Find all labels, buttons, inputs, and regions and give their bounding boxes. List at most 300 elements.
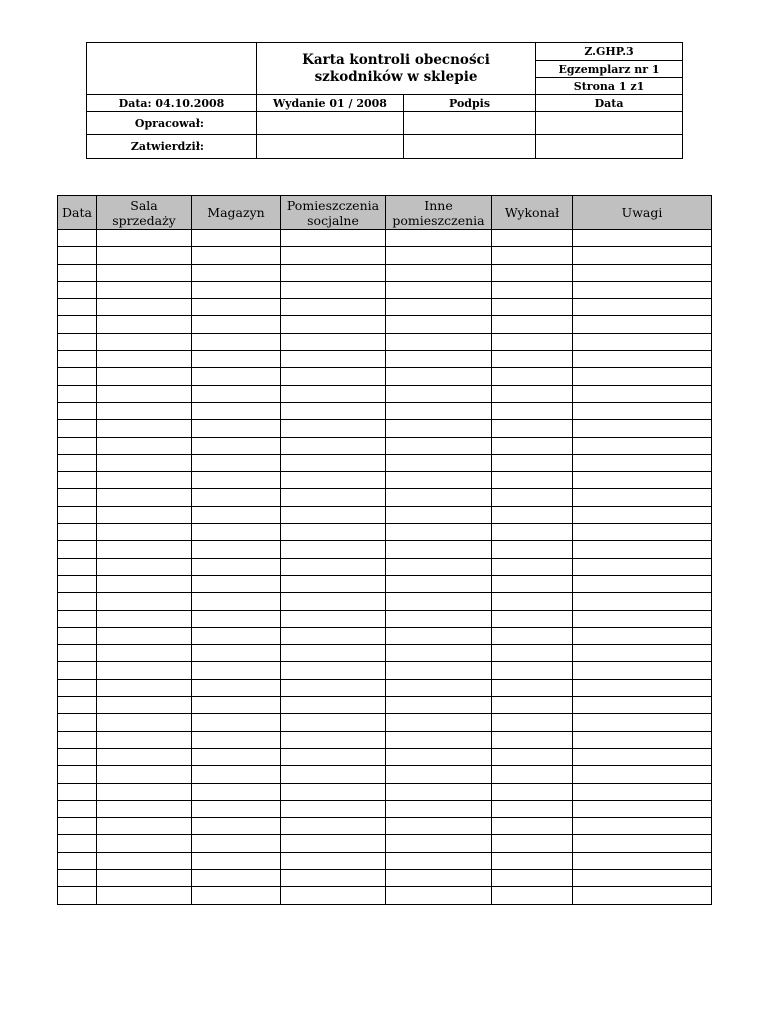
table-cell[interactable]: [573, 766, 712, 783]
table-cell[interactable]: [573, 852, 712, 869]
table-cell[interactable]: [281, 714, 386, 731]
table-cell[interactable]: [492, 575, 573, 592]
table-row: [58, 575, 712, 592]
table-cell[interactable]: [386, 852, 492, 869]
table-cell[interactable]: [58, 420, 97, 437]
table-cell[interactable]: [58, 524, 97, 541]
table-cell[interactable]: [386, 281, 492, 298]
table-cell[interactable]: [192, 402, 281, 419]
table-cell[interactable]: [281, 402, 386, 419]
table-cell[interactable]: [97, 264, 192, 281]
table-cell[interactable]: [281, 697, 386, 714]
table-cell[interactable]: [281, 593, 386, 610]
table-cell[interactable]: [58, 454, 97, 471]
table-cell[interactable]: [192, 472, 281, 489]
table-cell[interactable]: [492, 887, 573, 904]
table-cell[interactable]: [492, 264, 573, 281]
table-cell[interactable]: [192, 368, 281, 385]
table-cell[interactable]: [386, 887, 492, 904]
table-cell[interactable]: [192, 645, 281, 662]
table-cell[interactable]: [573, 662, 712, 679]
table-row: [58, 818, 712, 835]
table-cell[interactable]: [281, 887, 386, 904]
table-cell[interactable]: [281, 575, 386, 592]
table-cell[interactable]: [97, 351, 192, 368]
table-cell[interactable]: [192, 437, 281, 454]
table-row: [58, 800, 712, 817]
table-cell[interactable]: [97, 385, 192, 402]
table-cell[interactable]: [58, 264, 97, 281]
table-cell[interactable]: [492, 800, 573, 817]
table-cell[interactable]: [97, 524, 192, 541]
table-cell[interactable]: [573, 402, 712, 419]
table-cell[interactable]: [281, 524, 386, 541]
table-cell[interactable]: [58, 766, 97, 783]
table-cell[interactable]: [58, 697, 97, 714]
table-cell[interactable]: [492, 402, 573, 419]
table-cell[interactable]: [58, 869, 97, 886]
table-cell[interactable]: [97, 316, 192, 333]
table-cell[interactable]: [386, 575, 492, 592]
table-cell[interactable]: [573, 818, 712, 835]
table-cell[interactable]: [386, 818, 492, 835]
table-row: [58, 645, 712, 662]
date-header: Data: [536, 95, 683, 112]
table-cell[interactable]: [281, 818, 386, 835]
table-cell[interactable]: [492, 281, 573, 298]
table-cell[interactable]: [281, 333, 386, 350]
table-cell[interactable]: [492, 454, 573, 471]
table-cell[interactable]: [281, 420, 386, 437]
table-cell[interactable]: [492, 852, 573, 869]
table-row: [58, 524, 712, 541]
table-cell[interactable]: [281, 558, 386, 575]
table-cell[interactable]: [192, 506, 281, 523]
table-cell[interactable]: [192, 783, 281, 800]
prepared-date-cell[interactable]: [536, 112, 683, 135]
table-cell[interactable]: [58, 299, 97, 316]
table-cell[interactable]: [192, 558, 281, 575]
table-cell[interactable]: [97, 610, 192, 627]
table-cell[interactable]: [492, 679, 573, 696]
table-cell[interactable]: [573, 247, 712, 264]
table-cell[interactable]: [192, 714, 281, 731]
table-cell[interactable]: [281, 627, 386, 644]
table-cell[interactable]: [281, 264, 386, 281]
table-cell[interactable]: [281, 316, 386, 333]
table-cell[interactable]: [492, 489, 573, 506]
table-cell[interactable]: [281, 541, 386, 558]
table-cell[interactable]: [97, 368, 192, 385]
table-cell[interactable]: [97, 887, 192, 904]
table-cell[interactable]: [492, 714, 573, 731]
table-cell[interactable]: [58, 887, 97, 904]
table-cell[interactable]: [386, 489, 492, 506]
table-cell[interactable]: [492, 524, 573, 541]
table-cell[interactable]: [192, 869, 281, 886]
table-cell[interactable]: [192, 281, 281, 298]
table-cell[interactable]: [58, 230, 97, 247]
table-cell[interactable]: [492, 420, 573, 437]
table-cell[interactable]: [386, 385, 492, 402]
table-cell[interactable]: [573, 489, 712, 506]
table-cell[interactable]: [192, 800, 281, 817]
table-cell[interactable]: [192, 818, 281, 835]
table-cell[interactable]: [281, 731, 386, 748]
table-cell[interactable]: [192, 610, 281, 627]
table-cell[interactable]: [97, 541, 192, 558]
approved-date-cell[interactable]: [536, 135, 683, 159]
table-cell[interactable]: [573, 420, 712, 437]
table-cell[interactable]: [573, 575, 712, 592]
table-cell[interactable]: [573, 506, 712, 523]
table-cell[interactable]: [573, 541, 712, 558]
table-cell[interactable]: [58, 627, 97, 644]
table-cell[interactable]: [573, 437, 712, 454]
table-cell[interactable]: [386, 766, 492, 783]
table-cell[interactable]: [573, 869, 712, 886]
table-cell[interactable]: [58, 610, 97, 627]
table-cell[interactable]: [386, 697, 492, 714]
table-cell[interactable]: [386, 333, 492, 350]
table-cell[interactable]: [192, 697, 281, 714]
table-cell[interactable]: [386, 593, 492, 610]
table-row: [58, 454, 712, 471]
table-cell[interactable]: [281, 281, 386, 298]
table-cell[interactable]: [573, 299, 712, 316]
table-cell[interactable]: [492, 835, 573, 852]
table-cell[interactable]: [192, 852, 281, 869]
table-cell[interactable]: [573, 627, 712, 644]
table-cell[interactable]: [97, 714, 192, 731]
table-cell[interactable]: [97, 575, 192, 592]
table-cell[interactable]: [386, 731, 492, 748]
table-cell[interactable]: [281, 489, 386, 506]
table-row: [58, 489, 712, 506]
table-cell[interactable]: [281, 852, 386, 869]
table-cell[interactable]: [386, 869, 492, 886]
table-cell[interactable]: [97, 506, 192, 523]
table-cell[interactable]: [97, 437, 192, 454]
table-cell[interactable]: [492, 558, 573, 575]
table-cell[interactable]: [192, 420, 281, 437]
table-cell[interactable]: [386, 472, 492, 489]
table-cell[interactable]: [192, 887, 281, 904]
table-cell[interactable]: [281, 385, 386, 402]
table-cell[interactable]: [97, 558, 192, 575]
table-cell[interactable]: [97, 800, 192, 817]
table-cell[interactable]: [492, 385, 573, 402]
table-cell[interactable]: [492, 333, 573, 350]
table-cell[interactable]: [97, 420, 192, 437]
table-cell[interactable]: [58, 351, 97, 368]
table-cell[interactable]: [386, 714, 492, 731]
table-cell[interactable]: [97, 333, 192, 350]
table-cell[interactable]: [58, 247, 97, 264]
table-cell[interactable]: [386, 800, 492, 817]
table-cell[interactable]: [97, 783, 192, 800]
table-cell[interactable]: [192, 230, 281, 247]
table-cell[interactable]: [573, 783, 712, 800]
table-cell[interactable]: [97, 230, 192, 247]
table-cell[interactable]: [192, 351, 281, 368]
table-cell[interactable]: [97, 731, 192, 748]
table-cell[interactable]: [573, 333, 712, 350]
table-cell[interactable]: [573, 368, 712, 385]
table-row: [58, 887, 712, 904]
table-cell[interactable]: [386, 368, 492, 385]
table-cell[interactable]: [573, 385, 712, 402]
table-cell[interactable]: [386, 627, 492, 644]
table-cell[interactable]: [281, 610, 386, 627]
table-cell[interactable]: [573, 316, 712, 333]
table-cell[interactable]: [386, 506, 492, 523]
table-cell[interactable]: [97, 402, 192, 419]
table-cell[interactable]: [386, 351, 492, 368]
table-row: [58, 281, 712, 298]
table-cell[interactable]: [97, 472, 192, 489]
table-cell[interactable]: [97, 281, 192, 298]
table-cell[interactable]: [97, 852, 192, 869]
table-cell[interactable]: [492, 697, 573, 714]
table-cell[interactable]: [573, 714, 712, 731]
table-cell[interactable]: [97, 247, 192, 264]
table-cell[interactable]: [281, 835, 386, 852]
approved-name-cell[interactable]: [257, 135, 404, 159]
table-cell[interactable]: [97, 645, 192, 662]
table-cell[interactable]: [386, 558, 492, 575]
table-cell[interactable]: [386, 402, 492, 419]
table-cell[interactable]: [58, 645, 97, 662]
table-cell[interactable]: [573, 887, 712, 904]
table-row: [58, 247, 712, 264]
document-code: Z.GHP.3: [536, 43, 683, 61]
table-cell[interactable]: [58, 714, 97, 731]
table-cell[interactable]: [58, 558, 97, 575]
table-cell[interactable]: [492, 662, 573, 679]
table-cell[interactable]: [58, 472, 97, 489]
table-cell[interactable]: [58, 835, 97, 852]
table-cell[interactable]: [492, 316, 573, 333]
table-cell[interactable]: [281, 351, 386, 368]
table-cell[interactable]: [573, 645, 712, 662]
table-cell[interactable]: [492, 818, 573, 835]
table-row: [58, 437, 712, 454]
table-cell[interactable]: [58, 541, 97, 558]
table-cell[interactable]: [492, 627, 573, 644]
table-cell[interactable]: [492, 645, 573, 662]
table-cell[interactable]: [97, 869, 192, 886]
table-cell[interactable]: [192, 247, 281, 264]
table-cell[interactable]: [58, 316, 97, 333]
table-cell[interactable]: [58, 748, 97, 765]
table-cell[interactable]: [192, 316, 281, 333]
table-cell[interactable]: [573, 558, 712, 575]
table-cell[interactable]: [573, 610, 712, 627]
table-cell[interactable]: [573, 593, 712, 610]
table-cell[interactable]: [492, 766, 573, 783]
table-cell[interactable]: [492, 610, 573, 627]
table-cell[interactable]: [573, 351, 712, 368]
table-cell[interactable]: [97, 835, 192, 852]
table-cell[interactable]: [281, 800, 386, 817]
prepared-name-cell[interactable]: [257, 112, 404, 135]
table-cell[interactable]: [192, 679, 281, 696]
table-cell[interactable]: [192, 627, 281, 644]
approved-signature-cell[interactable]: [404, 135, 536, 159]
document-title: Karta kontroli obecności szkodników w sklepie: [257, 43, 536, 95]
table-cell[interactable]: [97, 748, 192, 765]
table-cell[interactable]: [281, 748, 386, 765]
table-cell[interactable]: [573, 454, 712, 471]
table-cell[interactable]: [492, 299, 573, 316]
table-row: [58, 869, 712, 886]
table-cell[interactable]: [58, 783, 97, 800]
table-cell[interactable]: [97, 299, 192, 316]
table-cell[interactable]: [573, 472, 712, 489]
table-cell[interactable]: [281, 869, 386, 886]
table-cell[interactable]: [58, 402, 97, 419]
table-cell[interactable]: [492, 748, 573, 765]
table-cell[interactable]: [386, 316, 492, 333]
table-cell[interactable]: [386, 835, 492, 852]
table-cell[interactable]: [192, 489, 281, 506]
table-cell[interactable]: [281, 645, 386, 662]
document-header: [86, 42, 683, 159]
table-cell[interactable]: [192, 454, 281, 471]
table-cell[interactable]: [281, 662, 386, 679]
table-cell[interactable]: [492, 437, 573, 454]
table-cell[interactable]: [281, 679, 386, 696]
table-cell[interactable]: [97, 697, 192, 714]
table-cell[interactable]: [492, 472, 573, 489]
table-cell[interactable]: [58, 506, 97, 523]
table-cell[interactable]: [281, 506, 386, 523]
table-cell[interactable]: [573, 264, 712, 281]
table-cell[interactable]: [386, 662, 492, 679]
table-cell[interactable]: [58, 662, 97, 679]
table-cell[interactable]: [492, 593, 573, 610]
table-cell[interactable]: [386, 230, 492, 247]
table-cell[interactable]: [573, 230, 712, 247]
table-cell[interactable]: [281, 299, 386, 316]
table-cell[interactable]: [386, 541, 492, 558]
table-cell[interactable]: [281, 454, 386, 471]
table-cell[interactable]: [192, 264, 281, 281]
table-cell[interactable]: [492, 230, 573, 247]
table-cell[interactable]: [281, 472, 386, 489]
table-cell[interactable]: [97, 766, 192, 783]
table-cell[interactable]: [58, 281, 97, 298]
table-cell[interactable]: [281, 437, 386, 454]
table-cell[interactable]: [192, 299, 281, 316]
table-cell[interactable]: [192, 575, 281, 592]
table-cell[interactable]: [573, 679, 712, 696]
table-cell[interactable]: [97, 627, 192, 644]
table-cell[interactable]: [492, 869, 573, 886]
table-cell[interactable]: [281, 783, 386, 800]
table-cell[interactable]: [58, 852, 97, 869]
table-cell[interactable]: [281, 766, 386, 783]
prepared-signature-cell[interactable]: [404, 112, 536, 135]
table-cell[interactable]: [58, 489, 97, 506]
table-cell[interactable]: [281, 247, 386, 264]
table-cell[interactable]: [58, 818, 97, 835]
table-cell[interactable]: [386, 454, 492, 471]
table-cell[interactable]: [386, 299, 492, 316]
table-cell[interactable]: [386, 645, 492, 662]
table-cell[interactable]: [386, 679, 492, 696]
table-cell[interactable]: [492, 541, 573, 558]
table-cell[interactable]: [97, 454, 192, 471]
table-row: [58, 766, 712, 783]
table-cell[interactable]: [192, 385, 281, 402]
table-cell[interactable]: [281, 230, 386, 247]
table-cell[interactable]: [573, 697, 712, 714]
table-cell[interactable]: [97, 818, 192, 835]
table-cell[interactable]: [386, 420, 492, 437]
signature-header: Podpis: [404, 95, 536, 112]
table-cell[interactable]: [58, 368, 97, 385]
table-cell[interactable]: [58, 437, 97, 454]
table-cell[interactable]: [192, 541, 281, 558]
table-cell[interactable]: [58, 679, 97, 696]
table-cell[interactable]: [281, 368, 386, 385]
table-cell[interactable]: [386, 264, 492, 281]
table-cell[interactable]: [386, 247, 492, 264]
table-cell[interactable]: [573, 800, 712, 817]
table-cell[interactable]: [58, 593, 97, 610]
table-cell[interactable]: [58, 575, 97, 592]
table-cell[interactable]: [573, 281, 712, 298]
table-cell[interactable]: [58, 800, 97, 817]
table-cell[interactable]: [192, 333, 281, 350]
table-cell[interactable]: [492, 247, 573, 264]
table-cell[interactable]: [97, 679, 192, 696]
table-cell[interactable]: [573, 748, 712, 765]
table-cell[interactable]: [386, 437, 492, 454]
table-cell[interactable]: [492, 368, 573, 385]
table-cell[interactable]: [58, 333, 97, 350]
copy-number: Egzemplarz nr 1: [536, 61, 683, 78]
table-cell[interactable]: [97, 593, 192, 610]
table-cell[interactable]: [492, 506, 573, 523]
table-cell[interactable]: [192, 766, 281, 783]
table-cell[interactable]: [192, 593, 281, 610]
table-cell[interactable]: [492, 731, 573, 748]
table-cell[interactable]: [192, 835, 281, 852]
table-cell[interactable]: [58, 731, 97, 748]
table-cell[interactable]: [192, 748, 281, 765]
table-cell[interactable]: [192, 662, 281, 679]
table-cell[interactable]: [386, 524, 492, 541]
table-cell[interactable]: [192, 731, 281, 748]
table-cell[interactable]: [573, 524, 712, 541]
table-cell[interactable]: [492, 351, 573, 368]
table-cell[interactable]: [386, 748, 492, 765]
table-cell[interactable]: [492, 783, 573, 800]
table-row: [58, 316, 712, 333]
table-cell[interactable]: [192, 524, 281, 541]
table-cell[interactable]: [573, 835, 712, 852]
table-cell[interactable]: [573, 731, 712, 748]
table-cell[interactable]: [386, 783, 492, 800]
table-cell[interactable]: [58, 385, 97, 402]
col-header-sales-room: Sala sprzedaży: [97, 196, 192, 230]
table-cell[interactable]: [97, 662, 192, 679]
table-cell[interactable]: [97, 489, 192, 506]
table-cell[interactable]: [386, 610, 492, 627]
